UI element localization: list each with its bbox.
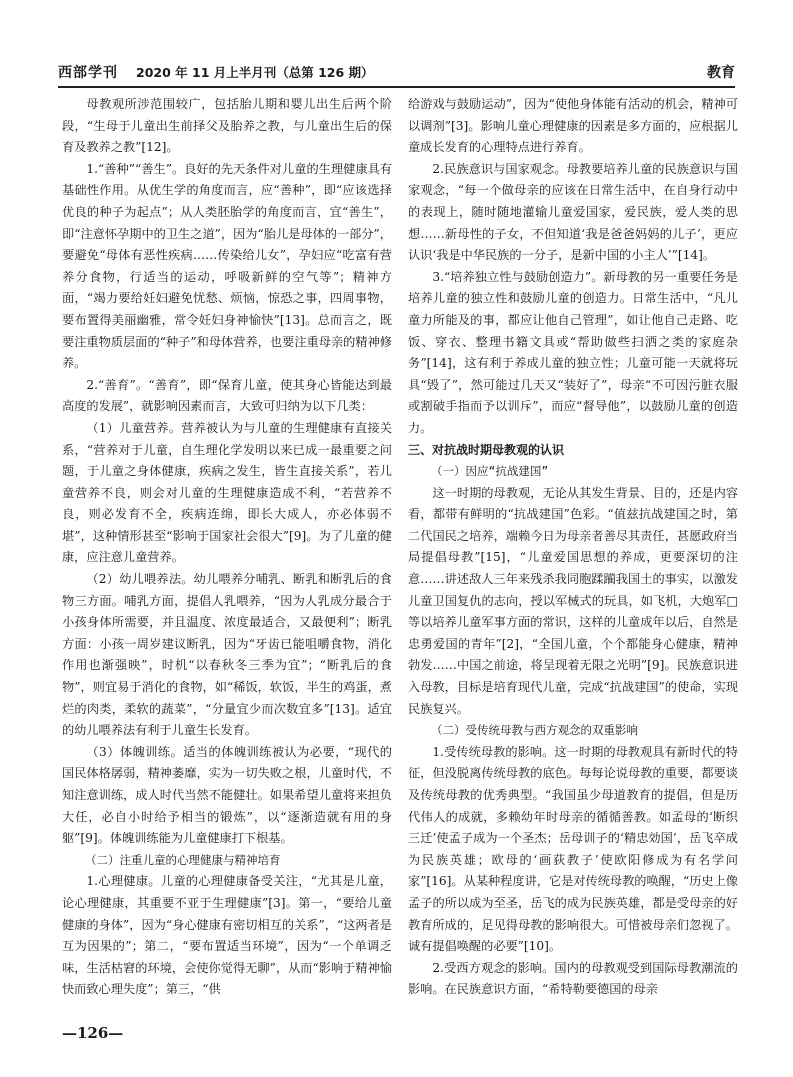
issue-info: 2020 年 11 月上半月刊（总第 126 期） [136,65,374,80]
subsection-heading: （一）因应“抗战建国” [431,464,549,479]
paragraph: 1.受传统母教的影响。这一时期的母教观具有新时代的特征，但没脱离传统母教的底色。每每论说母教的重要，都要谈及传统母教的优秀典型。“我国虽少母道教育的提倡，但是历代伟人的成就，多赖幼年时母亲的循循善教。如孟母的‘断织三迁’使孟子成为一个圣杰；岳母训子的‘精忠効国’，岳飞卒成为民族英雄；欧母的‘画荻教子’使欧阳修成为有名学问家”[16]。从某种程度讲，它是对传统母教的唤醒，“历史上像孟子的所以成为至圣，岳飞的成为民族英雄，都是受母亲的好教育所成的，足见得母教的影响很大。可惜被母亲们忽视了。诚有提倡唤醒的必要”[10]。 [408,744,738,954]
paragraph: （1）儿童营养。营养被认为与儿童的生理健康有直接关系，“营养对于儿童，自生理化学发明以来已成一最重要之问题，于儿童之身体健康，疾病之发生，皆生直接关系”，若儿童营养不良，则会对儿童的生理健康造成不利，“若营养不良，则必发育不全，疾病连绵，即长大成人，亦必体弱不堪”，这种情形甚至“影响于国家社会很大”[9]。为了儿童的健康，应注意儿童营养。 [62,420,392,565]
section-name: 教育 [707,65,735,81]
paragraph: 这一时期的母教观，无论从其发生背景、目的，还是内容看，都带有鲜明的“抗战建国”色彩。“值兹抗战建国之时，第二代国民之培养，端赖今日为母亲者善尽其责任，甚愿政府当局提倡母教”[15]，“儿童爱国思想的养成，更要深切的注意……讲述敌人三年来残杀我同胞蹂躏我国土的事实，以激发儿童卫国复仇的志向，授以军械式的玩具，如飞机，大炮军□等以培养儿童军事方面的常识，这样的儿童成年以后，自然是忠勇爱国的青年”[2]，“全国儿童，个个都能身心健康，精神勃发……中国之前途，将呈现着无限之光明”[9]。民族意识进入母教，目标是培育现代儿童，完成“抗战建国”的使命，实现民族复兴。 [408,485,738,716]
paragraph: 3.“培养独立性与鼓励创造力”。新母教的另一重要任务是培养儿童的独立性和鼓励儿童的创造力。日常生活中，“凡儿童力所能及的事，都应让他自己管理”，如让他自己走路、吃饭、穿衣、整理书籍文具或“帮助做些扫洒之类的家庭杂务”[14]，这有利于养成儿童的独立性；儿童可能一天就将玩具“毁了”，然可能过几天又“装好了”，母亲“不可因污脏衣服或割破手指而予以训斥”，而应“督导他”，以鼓励儿童的创造力。 [408,269,738,435]
subsection-heading: （二）注重儿童的心理健康与精神培育 [85,852,281,867]
paragraph: （3）体魄训练。适当的体魄训练被认为必要，“现代的国民体格孱弱，精神萎靡，实为一切失败之根，儿童时代，不知注意训练，成人时代当然不能健壮。如果希望儿童将来担负大任，必自小时给予相当的锻炼”，以“逐渐造就有用的身躯”[9]。体魄训练能为儿童健康打下根基。 [62,744,392,846]
left-column [62,94,392,1001]
header-rule [58,86,735,88]
running-header [58,62,735,84]
paragraph: 母教观所涉范围较广，包括胎儿期和婴儿出生后两个阶段，“生母于儿童出生前择父及胎养之教，与儿童出生后的保育及教养之教”[12]。 [62,97,392,155]
right-column [408,94,738,1001]
paragraph: 2.民族意识与国家观念。母教要培养儿童的民族意识与国家观念，“每一个做母亲的应该在日常生活中，在自身行动中的表现上，随时随地灌输儿童爱国家，爱民族，爱人类的思想……新母性的子女，不但知道‘我是爸爸妈妈的儿子’，更应认识‘我是中华民族的一分子，是新中国的小主人’”[14]。 [408,161,738,263]
paragraph: 给游戏与鼓励运动”，因为“使他身体能有活动的机会，精神可以调剂”[3]。影响儿童心理健康的因素是多方面的，应根据儿童成长发育的心理特点进行养育。 [408,97,738,155]
section-heading: 三、对抗战时期母教观的认识 [408,442,565,457]
paragraph: 2.“善育”。“善育”，即“保育儿童，使其身心皆能达到最高度的发展”，就影响因素而言，大致可归纳为以下几类： [62,377,392,414]
subsection-heading: （二）受传统母教与西方观念的双重影响 [431,723,638,738]
paragraph: 1.“善种”“善生”。良好的先天条件对儿童的生理健康具有基础性作用。从优生学的角度而言，应“善种”，即“应该选择优良的种子为起点”；从人类胚胎学的角度而言，宜“善生”，即“注意怀孕期中的卫生之道”，因为“胎儿是母体的一部分”，要避免“母体有恶性疾病……传染给儿女”，孕妇应“吃富有营养分食物，行适当的运动，呼吸新鲜的空气等”；精神方面，“竭力要给妊妇避免忧愁、烦恼，惊恐之事，四周事物，要布置得美丽幽雅，常令妊妇身神愉快”[13]。总而言之，既要注重物质层面的“种子”和母体营养，也要注重母亲的精神修养。 [62,161,392,371]
paragraph: （2）幼儿喂养法。幼儿喂养分哺乳、断乳和断乳后的食物三方面。哺乳方面，提倡人乳喂养，“因为人乳成分最合于小孩身体所需要，并且温度、浓度最适合，又最便利”；断乳方面：小孩一周岁建议断乳，因为“牙齿已能咀嚼食物，消化作用也渐强映”，时机“以春秋冬三季为宜”；“断乳后的食物”，则宜易于消化的食物，如“稀饭，软饭，半生的鸡蛋，煮烂的肉类，柔软的蔬菜”，“分量宜少而次数宜多”[13]。适宜的幼儿喂养法有利于儿童生长发育。 [62,572,392,738]
page-number: —126— [62,1024,124,1042]
paragraph: 1.心理健康。儿童的心理健康备受关注，“尤其是儿童，论心理健康，其重要不亚于生理健康”[3]。第一，“要给儿童健康的身体”，因为“身心健康有密切相互的关系”，“这两者是互为因果的”；第二，“要布置适当环境”，因为“一个单调乏味，生活枯窘的环境，会使你觉得无聊”，从而“影响于精神愉快而致心理失度”；第三，“供 [62,874,392,997]
journal-logo: 西部学刊 [58,65,118,81]
paragraph: 2.受西方观念的影响。国内的母教观受到国际母教潮流的影响。在民族意识方面，“希特勒要德国的母亲 [408,960,738,997]
